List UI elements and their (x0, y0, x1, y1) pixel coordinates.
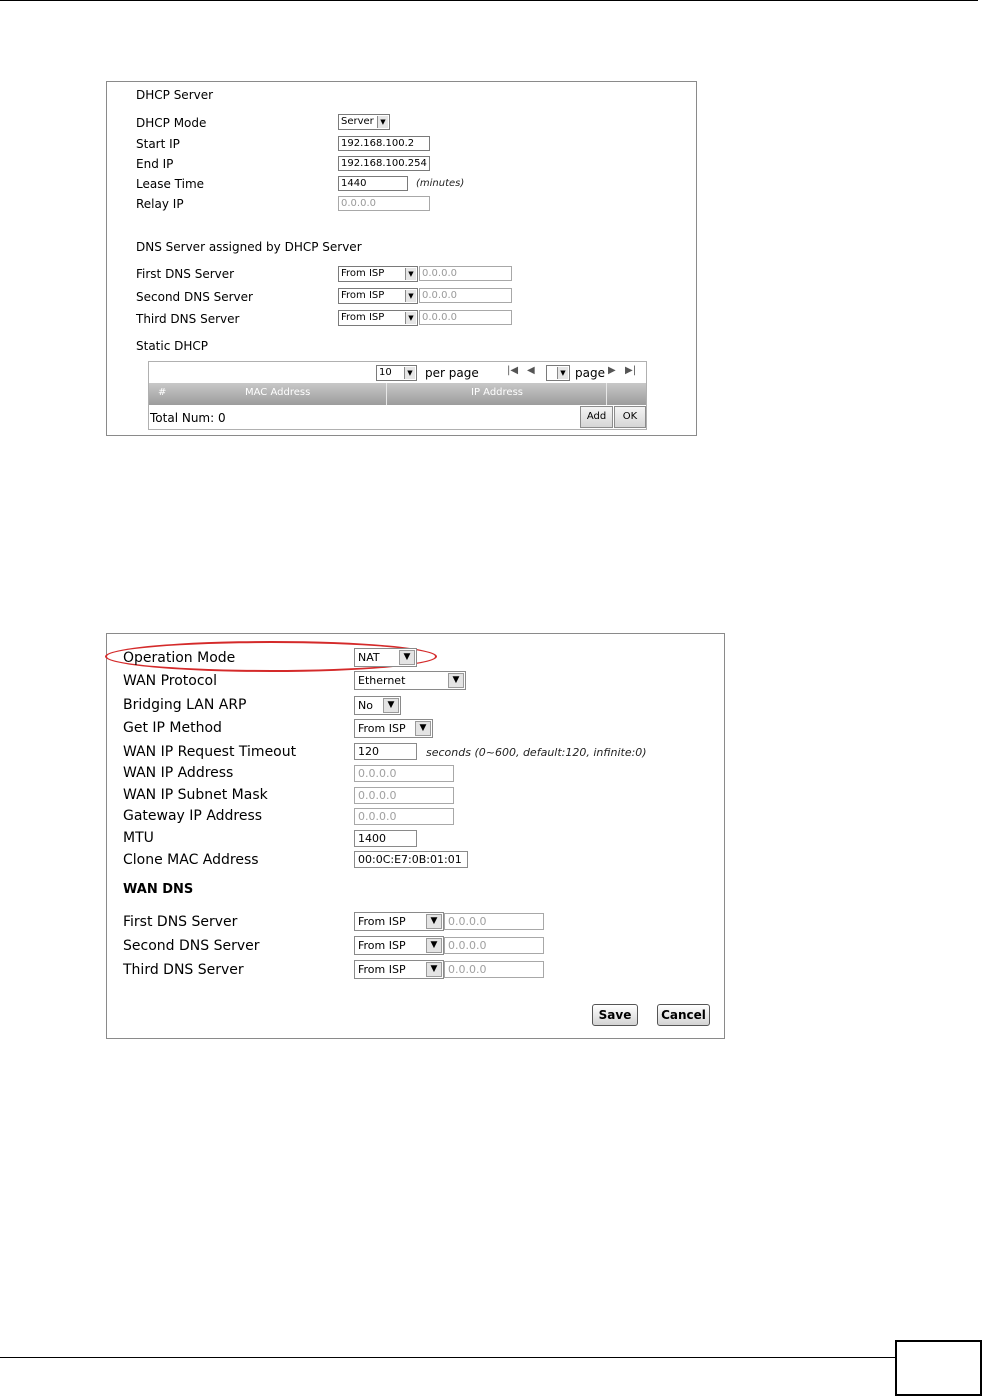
dhcp-second-dns-input[interactable]: 0.0.0.0 (419, 288, 512, 303)
dhcp-second-dns-select-value: From ISP (341, 290, 385, 301)
static-dhcp-heading: Static DHCP (136, 339, 209, 353)
dhcp-third-dns-select[interactable] (338, 310, 418, 326)
wan-first-dns-input[interactable]: 0.0.0.0 (444, 913, 544, 930)
get-ip-method-label: Get IP Method (123, 720, 222, 736)
chevron-down-icon: ▼ (404, 367, 415, 379)
wan-third-dns-input[interactable]: 0.0.0.0 (444, 961, 544, 978)
previous-page-icon[interactable]: ◀ (527, 365, 535, 376)
chevron-down-icon: ▼ (415, 721, 431, 736)
dhcp-mode-select[interactable] (338, 114, 390, 130)
clone-mac-input[interactable]: 00:0C:E7:0B:01:01 (354, 851, 468, 868)
chevron-down-icon: ▼ (405, 312, 416, 324)
column-header-index: # (158, 387, 167, 398)
dns-assigned-heading: DNS Server assigned by DHCP Server (136, 240, 362, 254)
dhcp-third-dns-input[interactable]: 0.0.0.0 (419, 310, 512, 325)
lease-time-unit: (minutes) (416, 178, 465, 189)
mtu-input[interactable]: 1400 (354, 830, 417, 847)
bridging-lan-arp-label: Bridging LAN ARP (123, 697, 247, 713)
get-ip-method-select[interactable] (354, 719, 433, 738)
wan-first-dns-select[interactable] (354, 912, 444, 931)
dhcp-first-dns-select-value: From ISP (341, 268, 385, 279)
gateway-ip-input[interactable]: 0.0.0.0 (354, 808, 454, 825)
page-select[interactable] (546, 365, 570, 381)
wan-ip-timeout-label: WAN IP Request Timeout (123, 744, 297, 760)
lease-time-label: Lease Time (136, 177, 205, 191)
column-divider (386, 383, 387, 405)
wan-protocol-select[interactable] (354, 671, 466, 690)
wan-first-dns-select-value: From ISP (358, 915, 406, 928)
column-divider (606, 383, 607, 405)
save-button[interactable]: Save (592, 1004, 638, 1026)
operation-mode-select[interactable] (354, 648, 417, 667)
end-ip-input[interactable]: 192.168.100.254 (338, 156, 430, 171)
wan-ip-subnet-label: WAN IP Subnet Mask (123, 787, 268, 803)
dhcp-second-dns-select[interactable] (338, 288, 418, 304)
wan-second-dns-select-value: From ISP (358, 939, 406, 952)
chevron-down-icon: ▼ (426, 962, 442, 977)
clone-mac-label: Clone MAC Address (123, 852, 259, 868)
add-button[interactable]: Add (580, 406, 613, 428)
wan-ip-address-label: WAN IP Address (123, 765, 234, 781)
dhcp-first-dns-label: First DNS Server (136, 267, 235, 281)
chevron-down-icon: ▼ (426, 938, 442, 953)
wan-second-dns-input[interactable]: 0.0.0.0 (444, 937, 544, 954)
chevron-down-icon: ▼ (383, 698, 399, 713)
chevron-down-icon: ▼ (399, 650, 415, 665)
wan-dns-heading: WAN DNS (123, 882, 194, 897)
end-ip-label: End IP (136, 157, 174, 171)
cancel-button[interactable]: Cancel (657, 1004, 710, 1026)
header-rule (0, 0, 978, 1)
wan-ip-subnet-input[interactable]: 0.0.0.0 (354, 787, 454, 804)
last-page-icon[interactable]: ▶| (625, 365, 637, 376)
page-label: page (575, 366, 605, 380)
dhcp-second-dns-label: Second DNS Server (136, 290, 253, 304)
wan-ip-timeout-note: seconds (0~600, default:120, infinite:0) (426, 746, 647, 759)
wan-third-dns-select-value: From ISP (358, 963, 406, 976)
ok-button[interactable]: OK (614, 406, 646, 428)
relay-ip-input[interactable]: 0.0.0.0 (338, 196, 430, 211)
total-num-label: Total Num: 0 (150, 411, 226, 425)
wan-second-dns-select[interactable] (354, 936, 444, 955)
per-page-label: per page (425, 366, 479, 380)
footer-rule (0, 1357, 895, 1358)
gateway-ip-label: Gateway IP Address (123, 808, 263, 824)
wan-protocol-value: Ethernet (358, 674, 406, 687)
next-page-icon[interactable]: ▶ (608, 365, 616, 376)
table-header-row (149, 383, 646, 405)
wan-protocol-label: WAN Protocol (123, 673, 217, 689)
per-page-value: 10 (379, 367, 392, 378)
bridging-lan-arp-select[interactable] (354, 696, 401, 715)
wan-first-dns-label: First DNS Server (123, 914, 238, 930)
chevron-down-icon: ▼ (377, 116, 388, 128)
dhcp-third-dns-label: Third DNS Server (136, 312, 240, 326)
chevron-down-icon: ▼ (405, 290, 416, 302)
mtu-label: MTU (123, 830, 154, 846)
dhcp-third-dns-select-value: From ISP (341, 312, 385, 323)
chevron-down-icon: ▼ (426, 914, 442, 929)
dhcp-mode-value: Server (341, 116, 374, 127)
chevron-down-icon: ▼ (405, 268, 416, 280)
dhcp-first-dns-input[interactable]: 0.0.0.0 (419, 266, 512, 281)
page-number-box (895, 1340, 982, 1396)
get-ip-method-value: From ISP (358, 722, 406, 735)
relay-ip-label: Relay IP (136, 197, 184, 211)
start-ip-label: Start IP (136, 137, 180, 151)
operation-mode-value: NAT (358, 651, 380, 664)
wan-third-dns-select[interactable] (354, 960, 444, 979)
chevron-down-icon: ▼ (557, 367, 568, 379)
dhcp-server-heading: DHCP Server (136, 88, 214, 102)
wan-ip-address-input[interactable]: 0.0.0.0 (354, 765, 454, 782)
operation-mode-label: Operation Mode (123, 650, 236, 666)
dhcp-mode-label: DHCP Mode (136, 116, 207, 130)
first-page-icon[interactable]: |◀ (507, 365, 519, 376)
per-page-select[interactable] (376, 365, 417, 381)
column-header-ip-address[interactable]: IP Address (471, 387, 523, 398)
start-ip-input[interactable]: 192.168.100.2 (338, 136, 430, 151)
lease-time-input[interactable]: 1440 (338, 176, 408, 191)
bridging-lan-arp-value: No (358, 699, 373, 712)
dhcp-first-dns-select[interactable] (338, 266, 418, 282)
chevron-down-icon: ▼ (448, 673, 464, 688)
wan-ip-timeout-input[interactable]: 120 (354, 743, 417, 760)
column-header-mac-address[interactable]: MAC Address (245, 387, 311, 398)
wan-second-dns-label: Second DNS Server (123, 938, 260, 954)
wan-third-dns-label: Third DNS Server (123, 962, 244, 978)
